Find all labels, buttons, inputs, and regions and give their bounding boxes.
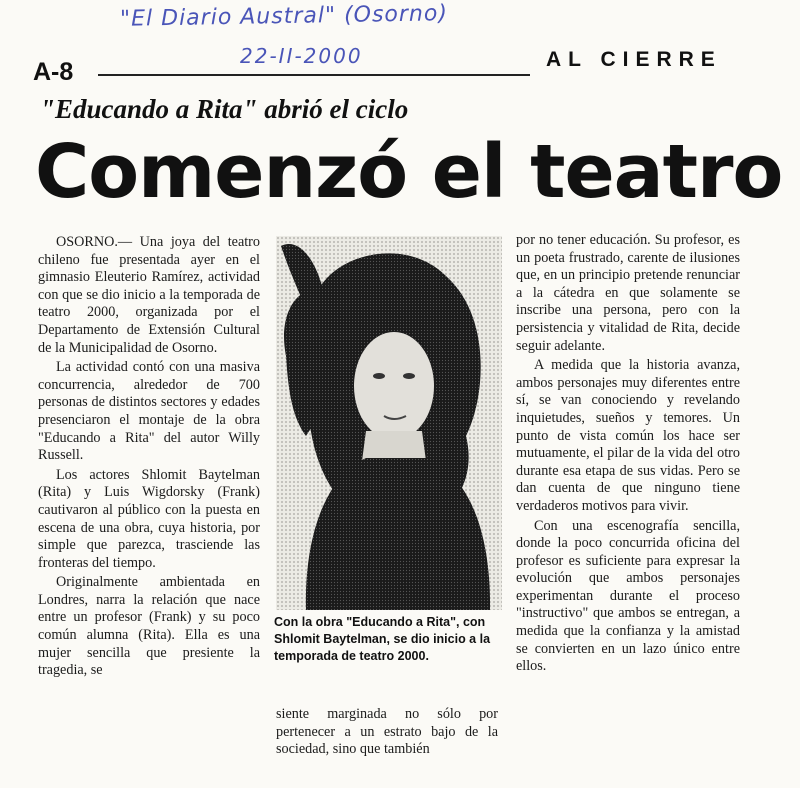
handwritten-date: 22-II-2000 xyxy=(240,44,363,68)
handwritten-source-note: "El Diario Austral" (Osorno) xyxy=(119,1,449,32)
paragraph: Originalmente ambientada en Londres, narra la relación que nace entre un profesor (Frank) y su poco común alumna (Rita). Ella es una mujer sencilla que presiente la tragedia, se xyxy=(38,574,260,679)
article-kicker: "Educando a Rita" abrió el ciclo xyxy=(40,94,409,124)
section-rule xyxy=(98,74,530,76)
paragraph: siente marginada no sólo por pertenecer a un estrato bajo de la sociedad, sino que también xyxy=(276,706,498,758)
paragraph: Con una escenografía sencilla, donde la poco concurrida oficina del profesor es suficiente para expresar la evolución que ambos personajes experimentan durante el proceso "instructivo" que ambos se entregan, a medida que la confianza y la amistad se convierten en un lazo único entre ellos. xyxy=(516,517,740,675)
article-column-1 xyxy=(38,234,260,680)
actress-portrait xyxy=(276,236,502,610)
paragraph: La actividad contó con una masiva concurrencia, alrededor de 700 personas de distintos sectores y edades presenciaron el montaje de la obra "Educando a Rita" del autor Willy Russell. xyxy=(38,359,260,464)
article-headline: Comenzó el teatro xyxy=(35,129,783,215)
paragraph: por no tener educación. Su profesor, es un poeta frustrado, carente de ilusiones que, en un principio pretende renunciar a la cátedra en que solamente se inscribe una persona, pero con la persistencia y vitalidad de Rita, decide seguir adelante. xyxy=(516,232,740,354)
photo-caption: Con la obra "Educando a Rita", con Shlomit Baytelman, se dio inicio a la temporada de teatro 2000. xyxy=(274,615,491,663)
paragraph: OSORNO.— Una joya del teatro chileno fue presentada ayer en el gimnasio Eleuterio Ramírez, actividad con que se dio inicio a la temporada de teatro 2000, organizada por el Departamento de Extensión Cultural de la Municipalidad de Osorno. xyxy=(38,234,260,356)
paragraph: A medida que la historia avanza, ambos personajes muy diferentes entre sí, se van conociendo y revelando inquietudes, sueños y temores. Un punto de vista común los hace ser mutuamente, el pilar de la vida del otro durante esa etapa de sus vidas. Pero se dan cuenta de que ninguno tiene verdaderos motivos para vivir. xyxy=(516,357,740,514)
section-name: AL CIERRE xyxy=(546,48,722,71)
page-number: A-8 xyxy=(33,58,74,86)
article-column-2 xyxy=(276,706,498,759)
paragraph: Los actores Shlomit Baytelman (Rita) y Luis Wigdorsky (Frank) cautivaron al público con la puesta en escena de una obra, cuya historia, por simple que parezca, trasciende las fronteras del tiempo. xyxy=(38,466,260,571)
article-column-3 xyxy=(516,232,740,676)
article-photo xyxy=(276,236,502,610)
